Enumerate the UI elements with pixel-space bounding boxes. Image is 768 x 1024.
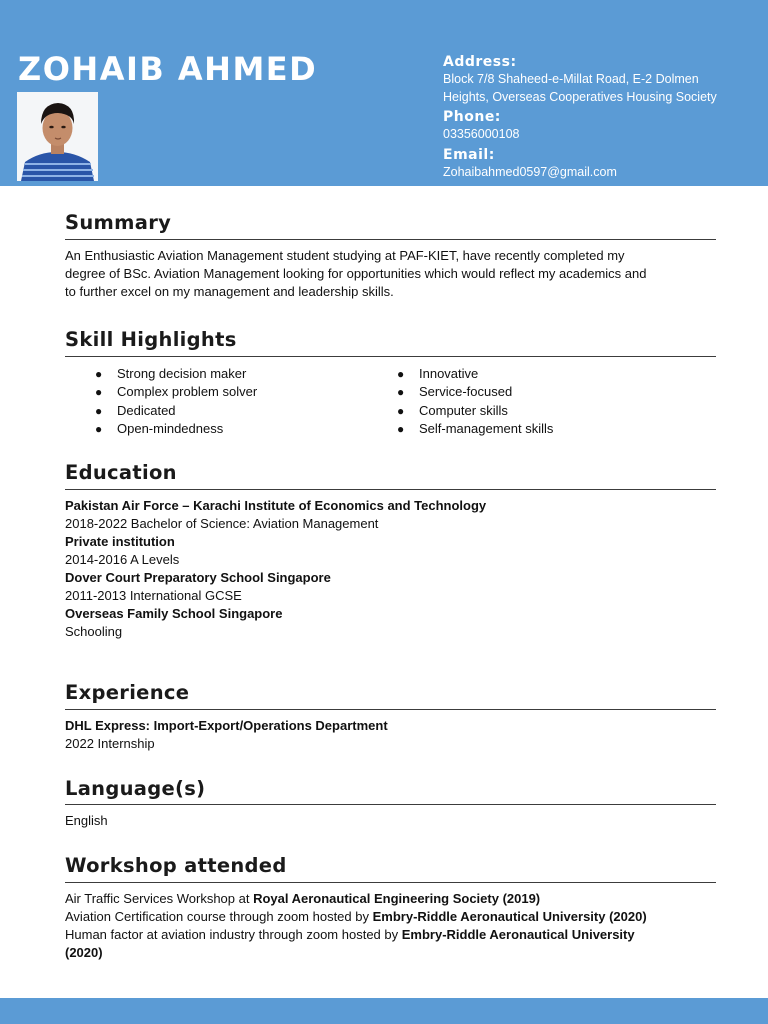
skill-label: Service-focused [419,384,513,400]
skill-label: Open-mindedness [117,420,224,436]
bullet-icon: ● [397,367,405,381]
languages-divider [65,804,716,805]
skill-item [397,383,553,401]
experience-detail: 2022 Internship [65,736,155,751]
phone-value: 03356000108 [443,127,520,141]
footer-band [0,998,768,1024]
language-value: English [65,813,108,828]
education-detail: 2014-2016 A Levels [65,552,180,567]
experience-company: DHL Express: Import-Export/Operations Department [65,718,388,733]
education-list [65,497,715,641]
skills-heading: Skill Highlights [65,328,237,351]
skill-item [95,365,257,383]
email-value: Zohaibahmed0597@gmail.com [443,164,617,179]
address-label: Address: [443,54,517,70]
skill-label: Self-management skills [419,420,554,436]
education-school: Pakistan Air Force – Karachi Institute of Economics and Technology [65,498,487,513]
education-school: Private institution [65,534,175,549]
skill-item [95,420,257,438]
bullet-icon: ● [95,403,103,418]
workshops-list [65,890,715,962]
phone-label: Phone: [443,109,501,125]
workshop-host-continued: (2020) [65,945,103,960]
workshop-host: Royal Aeronautical Engineering Society (2019) [253,891,541,906]
workshops-divider [65,882,716,883]
profile-photo [17,92,98,181]
education-school: Dover Court Preparatory School Singapore [65,570,331,585]
candidate-name: ZOHAIB AHMED [18,50,318,88]
experience-block [65,717,715,753]
skills-list-right [397,365,553,438]
skill-label: Innovative [419,366,479,381]
education-detail: 2011-2013 International GCSE [65,588,242,603]
summary-heading: Summary [65,211,172,234]
skill-item [397,402,553,420]
bullet-icon: ● [95,385,103,400]
summary-line: An Enthusiastic Aviation Management student studying at PAF-KIET, have recently completed my [65,248,625,263]
experience-heading: Experience [65,681,190,704]
education-divider [65,489,716,490]
education-school: Overseas Family School Singapore [65,606,283,621]
bullet-icon: ● [95,367,103,381]
workshop-prefix: Air Traffic Services Workshop at [65,891,254,906]
experience-divider [65,709,716,710]
bullet-icon: ● [397,385,405,400]
address-line-2: Heights, Overseas Cooperatives Housing Society [443,89,717,104]
contact-block [443,53,763,183]
languages-block [65,812,715,830]
summary-line: to further excel on my management and leadership skills. [65,284,394,299]
workshops-heading: Workshop attended [65,854,287,877]
workshop-item [65,926,715,944]
education-detail: 2018-2022 Bachelor of Science: Aviation Management [65,516,379,531]
profile-photo-image [17,92,98,181]
skill-label: Computer skills [419,402,508,418]
skills-list-left [95,365,257,438]
summary-text [65,247,715,301]
workshop-host: Embry-Riddle Aeronautical University [401,927,635,942]
education-detail: Schooling [65,624,123,639]
languages-heading: Language(s) [65,777,206,800]
bullet-icon: ● [95,421,103,436]
skill-label: Complex problem solver [117,384,258,400]
workshop-host: Embry-Riddle Aeronautical University (2020) [372,909,647,924]
workshop-item [65,890,715,908]
summary-line: degree of BSc. Aviation Management looking for opportunities which would reflect my academics and [65,266,647,281]
workshop-item [65,908,715,926]
bullet-icon: ● [397,403,405,418]
education-heading: Education [65,461,177,484]
workshop-prefix: Human factor at aviation industry through zoom hosted by [65,927,402,942]
email-label: Email: [443,146,495,163]
skills-divider [65,356,716,357]
skill-item [397,365,553,383]
skill-item [95,402,257,420]
skill-label: Dedicated [117,402,176,418]
skill-item [95,383,257,401]
summary-divider [65,239,716,240]
address-line-1: Block 7/8 Shaheed-e-Millat Road, E-2 Dolmen [443,72,699,86]
skill-label: Strong decision maker [117,366,247,381]
skill-item [397,420,553,438]
bullet-icon: ● [397,421,405,436]
workshop-prefix: Aviation Certification course through zoom hosted by [65,909,373,924]
